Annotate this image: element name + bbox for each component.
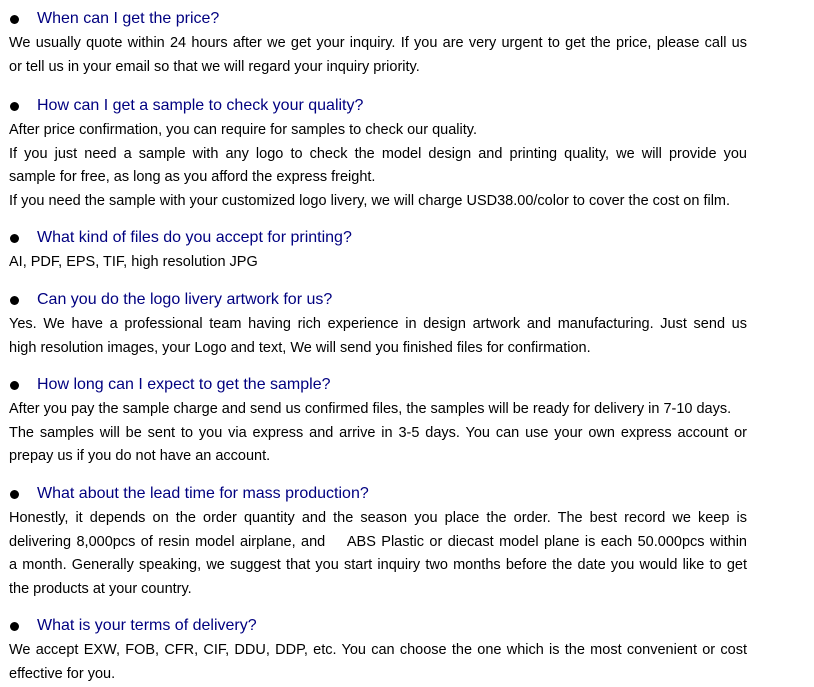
faq-answer-line: Yes. We have a professional team having rich experience in design artwork and manufacturing. Just send us	[9, 316, 747, 332]
faq-answer-line: If you need the sample with your customized logo livery, we will charge USD38.00/color to cover the cost on film.	[9, 192, 731, 209]
faq-question-text: What kind of files do you accept for printing?	[37, 229, 352, 246]
faq-answer-line: We usually quote within 24 hours after we get your inquiry. If you are very urgent to get the price, please call us	[9, 35, 747, 51]
faq-answer	[9, 398, 751, 469]
bullet-icon	[10, 102, 19, 111]
faq-answer-line: We accept EXW, FOB, CFR, CIF, DDU, DDP, etc. You can choose the one which is the most convenient or cost	[9, 642, 747, 658]
faq-answer	[9, 32, 751, 79]
faq-answer	[9, 507, 751, 601]
faq-answer-line: AI, PDF, EPS, TIF, high resolution JPG	[9, 254, 258, 270]
faq-question-text: When can I get the price?	[37, 10, 220, 27]
faq-answer-line: If you just need a sample with any logo to check the model design and printing quality, we will provide you	[9, 145, 747, 162]
faq-answer-line: a month. Generally speaking, we suggest that you start inquiry two months before the date you would like to get	[9, 557, 747, 573]
faq-answer-line: The samples will be sent to you via express and arrive in 3-5 days. You can use your own express account or	[9, 424, 747, 441]
bullet-icon	[10, 296, 19, 305]
bullet-icon	[10, 15, 19, 24]
faq-answer	[9, 119, 751, 213]
faq-question-text: How long can I expect to get the sample?	[37, 376, 331, 393]
faq-answer-line: After you pay the sample charge and send us confirmed files, the samples will be ready for delivery in 7-10 days.	[9, 401, 732, 417]
faq-question-text: What about the lead time for mass production?	[37, 485, 369, 502]
faq-answer-line: After price confirmation, you can require for samples to check our quality.	[9, 122, 477, 138]
faq-answer-line: or tell us in your email so that we will regard your inquiry priority.	[9, 58, 420, 75]
bullet-icon	[10, 234, 19, 243]
bullet-icon	[10, 381, 19, 390]
faq-answer-line: high resolution images, your Logo and text, We will send you finished files for confirmation.	[9, 339, 591, 356]
faq-answer-line: Honestly, it depends on the order quantity and the season you place the order. The best record we keep is	[9, 510, 747, 526]
faq-answer	[9, 251, 751, 275]
faq-answer	[9, 313, 751, 360]
bullet-icon	[10, 622, 19, 631]
faq-question-text: How can I get a sample to check your quality?	[37, 97, 364, 114]
bullet-icon	[10, 490, 19, 499]
faq-answer-line: effective for you.	[9, 665, 116, 682]
faq-question-text: What is your terms of delivery?	[37, 617, 257, 634]
faq-answer-line: the products at your country.	[9, 580, 192, 597]
faq-answer-line: sample for free, as long as you afford the express freight.	[9, 169, 376, 185]
faq-answer	[9, 639, 751, 686]
faq-answer-line: prepay us if you do not have an account.	[9, 448, 271, 464]
faq-answer-line: delivering 8,000pcs of resin model airplane, and ABS Plastic or diecast model plane is each 50.000pcs within	[9, 533, 747, 550]
faq-question-text: Can you do the logo livery artwork for us?	[37, 291, 333, 308]
